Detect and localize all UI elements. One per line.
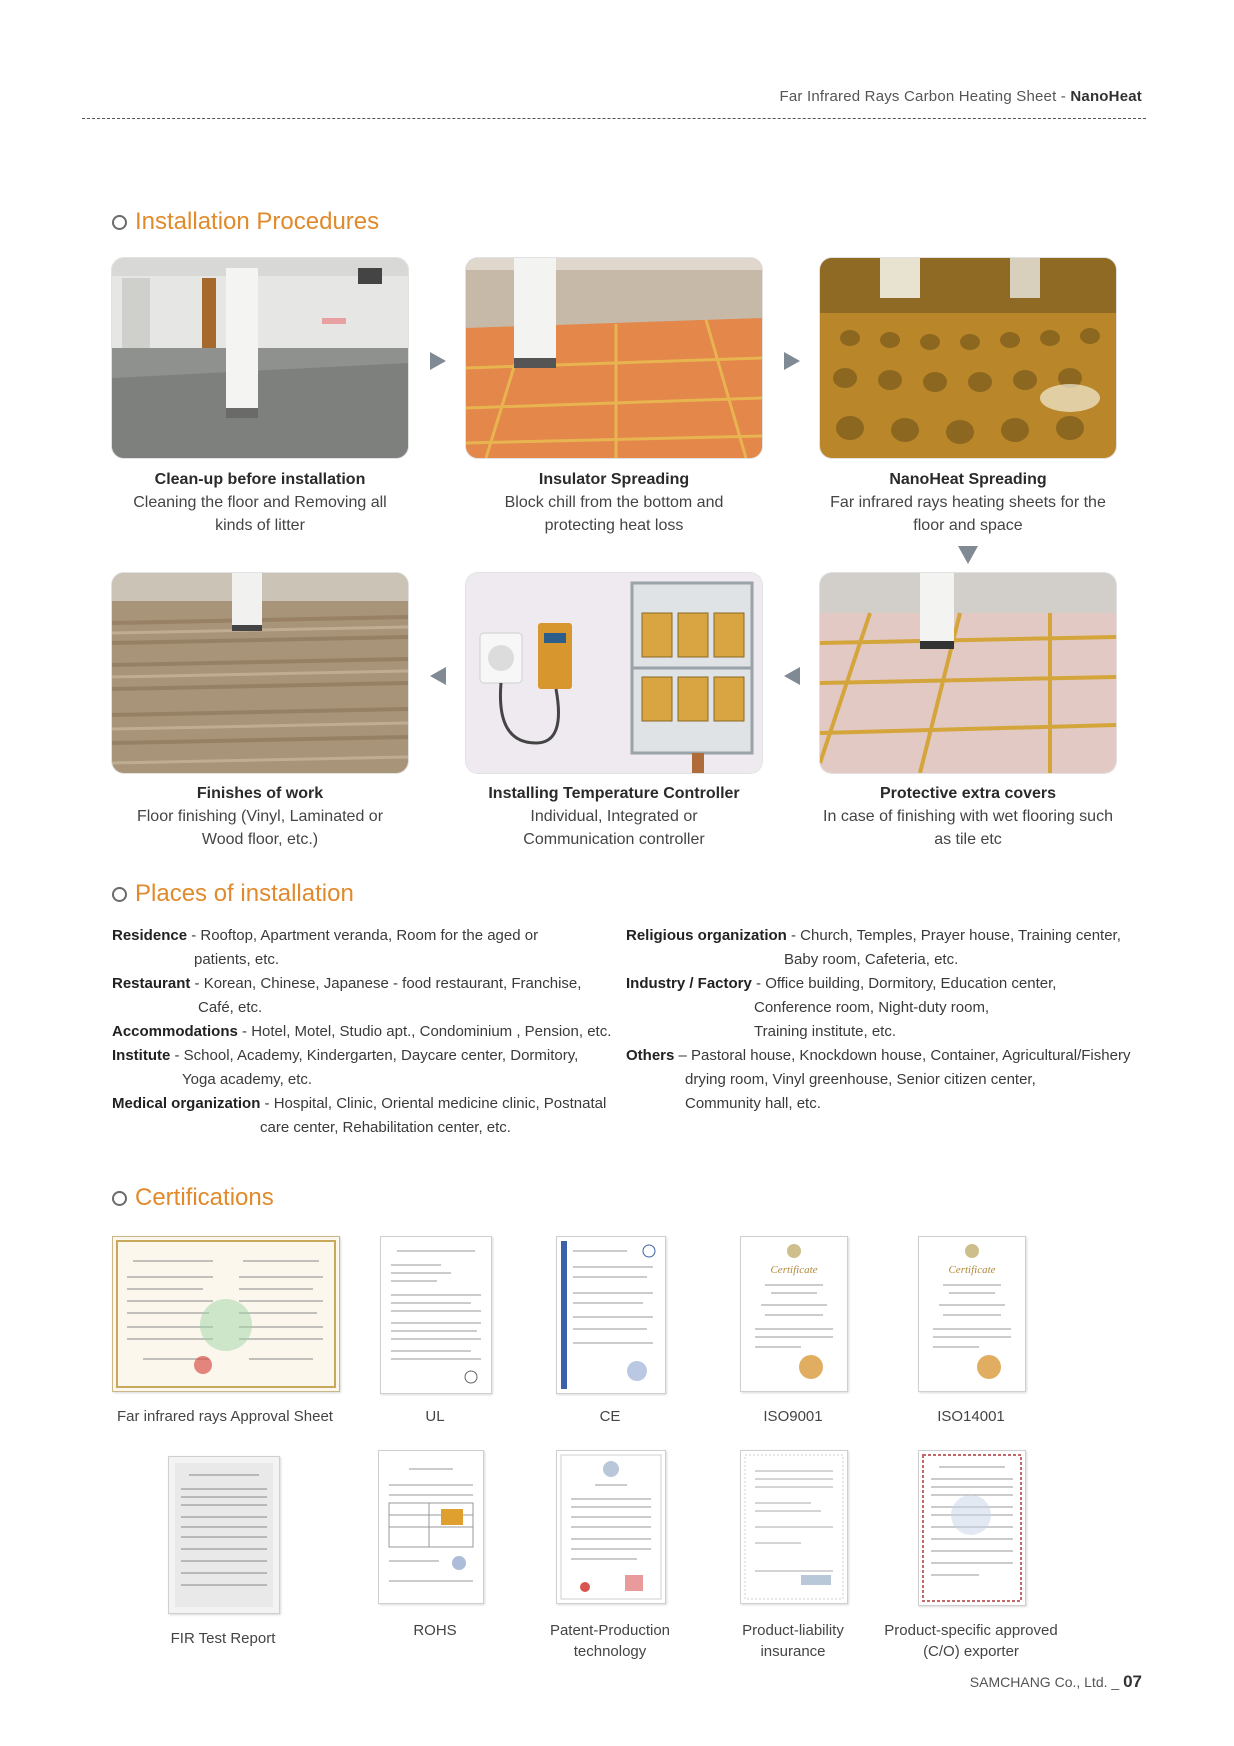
step-desc: Floor finishing (Vinyl, Laminated or Wood floor, etc.) — [136, 808, 384, 848]
place-key: Accommodations — [112, 1023, 238, 1040]
cert-label: Far infrared rays Approval Sheet — [117, 1408, 333, 1425]
place-residence — [112, 924, 538, 972]
cert-label: UL — [425, 1408, 445, 1425]
footer — [970, 1672, 1142, 1692]
svg-text:Certificate: Certificate — [770, 1264, 818, 1276]
cert-image-patent — [556, 1450, 666, 1604]
section-title-text: Places of installation — [135, 880, 354, 907]
cert-image-co-exporter — [918, 1450, 1026, 1606]
step-caption-2 — [454, 468, 774, 537]
bullet-circle-icon — [112, 1191, 127, 1206]
arrow-down-icon — [958, 546, 978, 564]
place-others — [626, 1044, 1130, 1116]
cert-label: ROHS — [413, 1622, 457, 1639]
place-key: Others — [626, 1047, 675, 1064]
photo-nanoheat — [820, 258, 1116, 458]
cert-label: CE — [599, 1408, 621, 1425]
step-title: Installing Temperature Controller — [488, 785, 740, 802]
place-text-cont: Yoga academy, etc. — [182, 1071, 313, 1088]
photo-cleanup — [112, 258, 408, 458]
step-title: Finishes of work — [196, 785, 324, 802]
photo-protective — [820, 573, 1116, 773]
cert-label-text: Product-specific approved (C/O) exporter — [884, 1622, 1058, 1660]
cert-label-text: Patent-Production technology — [549, 1622, 671, 1660]
place-institute — [112, 1044, 578, 1092]
place-text: - Hotel, Motel, Studio apt., Condominium , Pension, etc. — [237, 1023, 612, 1040]
place-key: Institute — [112, 1047, 171, 1064]
cert-image-far-infrared — [112, 1236, 340, 1392]
place-key: Residence — [112, 927, 188, 944]
step-caption-3 — [808, 468, 1128, 537]
header-title: Far Infrared Rays Carbon Heating Sheet - — [779, 88, 1071, 105]
place-text: - Office building, Dormitory, Education center, — [751, 975, 1057, 992]
place-text-cont: drying room, Vinyl greenhouse, Senior citizen center, — [685, 1071, 1036, 1088]
place-text: - Rooftop, Apartment veranda, Room for the aged or — [187, 927, 539, 944]
place-text-cont: Conference room, Night-duty room, — [754, 999, 990, 1016]
section-title-installation — [112, 208, 379, 236]
place-text-cont: Community hall, etc. — [685, 1095, 821, 1112]
step-title: Clean-up before installation — [154, 471, 366, 488]
page-number: 07 — [1123, 1672, 1142, 1691]
header-divider — [82, 118, 1146, 119]
cert-label: FIR Test Report — [170, 1630, 276, 1647]
photo-finishes — [112, 573, 408, 773]
step-desc: Block chill from the bottom and protecting heat loss — [504, 494, 724, 534]
place-text: - Hospital, Clinic, Oriental medicine clinic, Postnatal — [260, 1095, 607, 1112]
place-medical — [112, 1092, 606, 1140]
arrow-right-icon — [430, 352, 446, 370]
place-religious — [626, 924, 1121, 972]
arrow-left-icon — [784, 667, 800, 685]
place-text-cont: Baby room, Cafeteria, etc. — [784, 951, 959, 968]
step-caption-5 — [454, 782, 774, 851]
cert-image-ul — [380, 1236, 492, 1394]
cert-image-iso9001 — [740, 1236, 848, 1392]
place-text-cont: care center, Rehabilitation center, etc. — [260, 1119, 511, 1136]
running-header — [780, 88, 1142, 105]
place-text: - Korean, Chinese, Japanese - food restaurant, Franchise, — [190, 975, 582, 992]
place-key: Religious organization — [626, 927, 787, 944]
step-caption-6 — [100, 782, 420, 851]
place-key: Restaurant — [112, 975, 191, 992]
section-title-certifications — [112, 1184, 274, 1212]
cert-image-liability — [740, 1450, 848, 1604]
section-title-text: Certifications — [135, 1184, 274, 1211]
cert-label — [861, 1620, 1081, 1662]
cert-label: ISO14001 — [937, 1408, 1005, 1425]
step-desc: Individual, Integrated or Communication controller — [523, 808, 705, 848]
bullet-circle-icon — [112, 887, 127, 902]
place-text-cont: Training institute, etc. — [754, 1023, 897, 1040]
place-industry — [626, 972, 1056, 1044]
cert-image-ce — [556, 1236, 666, 1394]
place-accommodations — [112, 1020, 611, 1044]
place-text-cont: Café, etc. — [198, 999, 263, 1016]
cert-image-fir-test — [168, 1456, 280, 1614]
svg-text:Certificate: Certificate — [948, 1264, 996, 1276]
step-caption-1 — [100, 468, 420, 537]
cert-image-rohs — [378, 1450, 484, 1604]
photo-insulator — [466, 258, 762, 458]
arrow-left-icon — [430, 667, 446, 685]
step-title: Protective extra covers — [879, 785, 1057, 802]
place-restaurant — [112, 972, 581, 1020]
step-desc: In case of finishing with wet flooring such as tile etc — [823, 808, 1113, 848]
step-desc: Cleaning the floor and Removing all kinds of litter — [133, 494, 387, 534]
place-text: - School, Academy, Kindergarten, Daycare center, Dormitory, — [170, 1047, 579, 1064]
section-title-places — [112, 880, 354, 908]
cert-label-text: Product-liability insurance — [742, 1622, 844, 1660]
footer-company: SAMCHANG Co., Ltd. _ — [969, 1674, 1124, 1690]
step-title: NanoHeat Spreading — [889, 471, 1047, 488]
header-brand: NanoHeat — [1070, 88, 1142, 105]
place-key: Industry / Factory — [626, 975, 752, 992]
place-text: – Pastoral house, Knockdown house, Container, Agricultural/Fishery — [674, 1047, 1131, 1064]
bullet-circle-icon — [112, 215, 127, 230]
place-text: - Church, Temples, Prayer house, Training center, — [786, 927, 1121, 944]
cert-label: ISO9001 — [763, 1408, 823, 1425]
cert-image-iso14001 — [918, 1236, 1026, 1392]
step-caption-4 — [808, 782, 1128, 851]
section-title-text: Installation Procedures — [135, 208, 380, 235]
place-text-cont: patients, etc. — [194, 951, 280, 968]
step-desc: Far infrared rays heating sheets for the floor and space — [830, 494, 1106, 534]
photo-controller — [466, 573, 762, 773]
step-title: Insulator Spreading — [538, 471, 690, 488]
arrow-right-icon — [784, 352, 800, 370]
place-key: Medical organization — [112, 1095, 261, 1112]
